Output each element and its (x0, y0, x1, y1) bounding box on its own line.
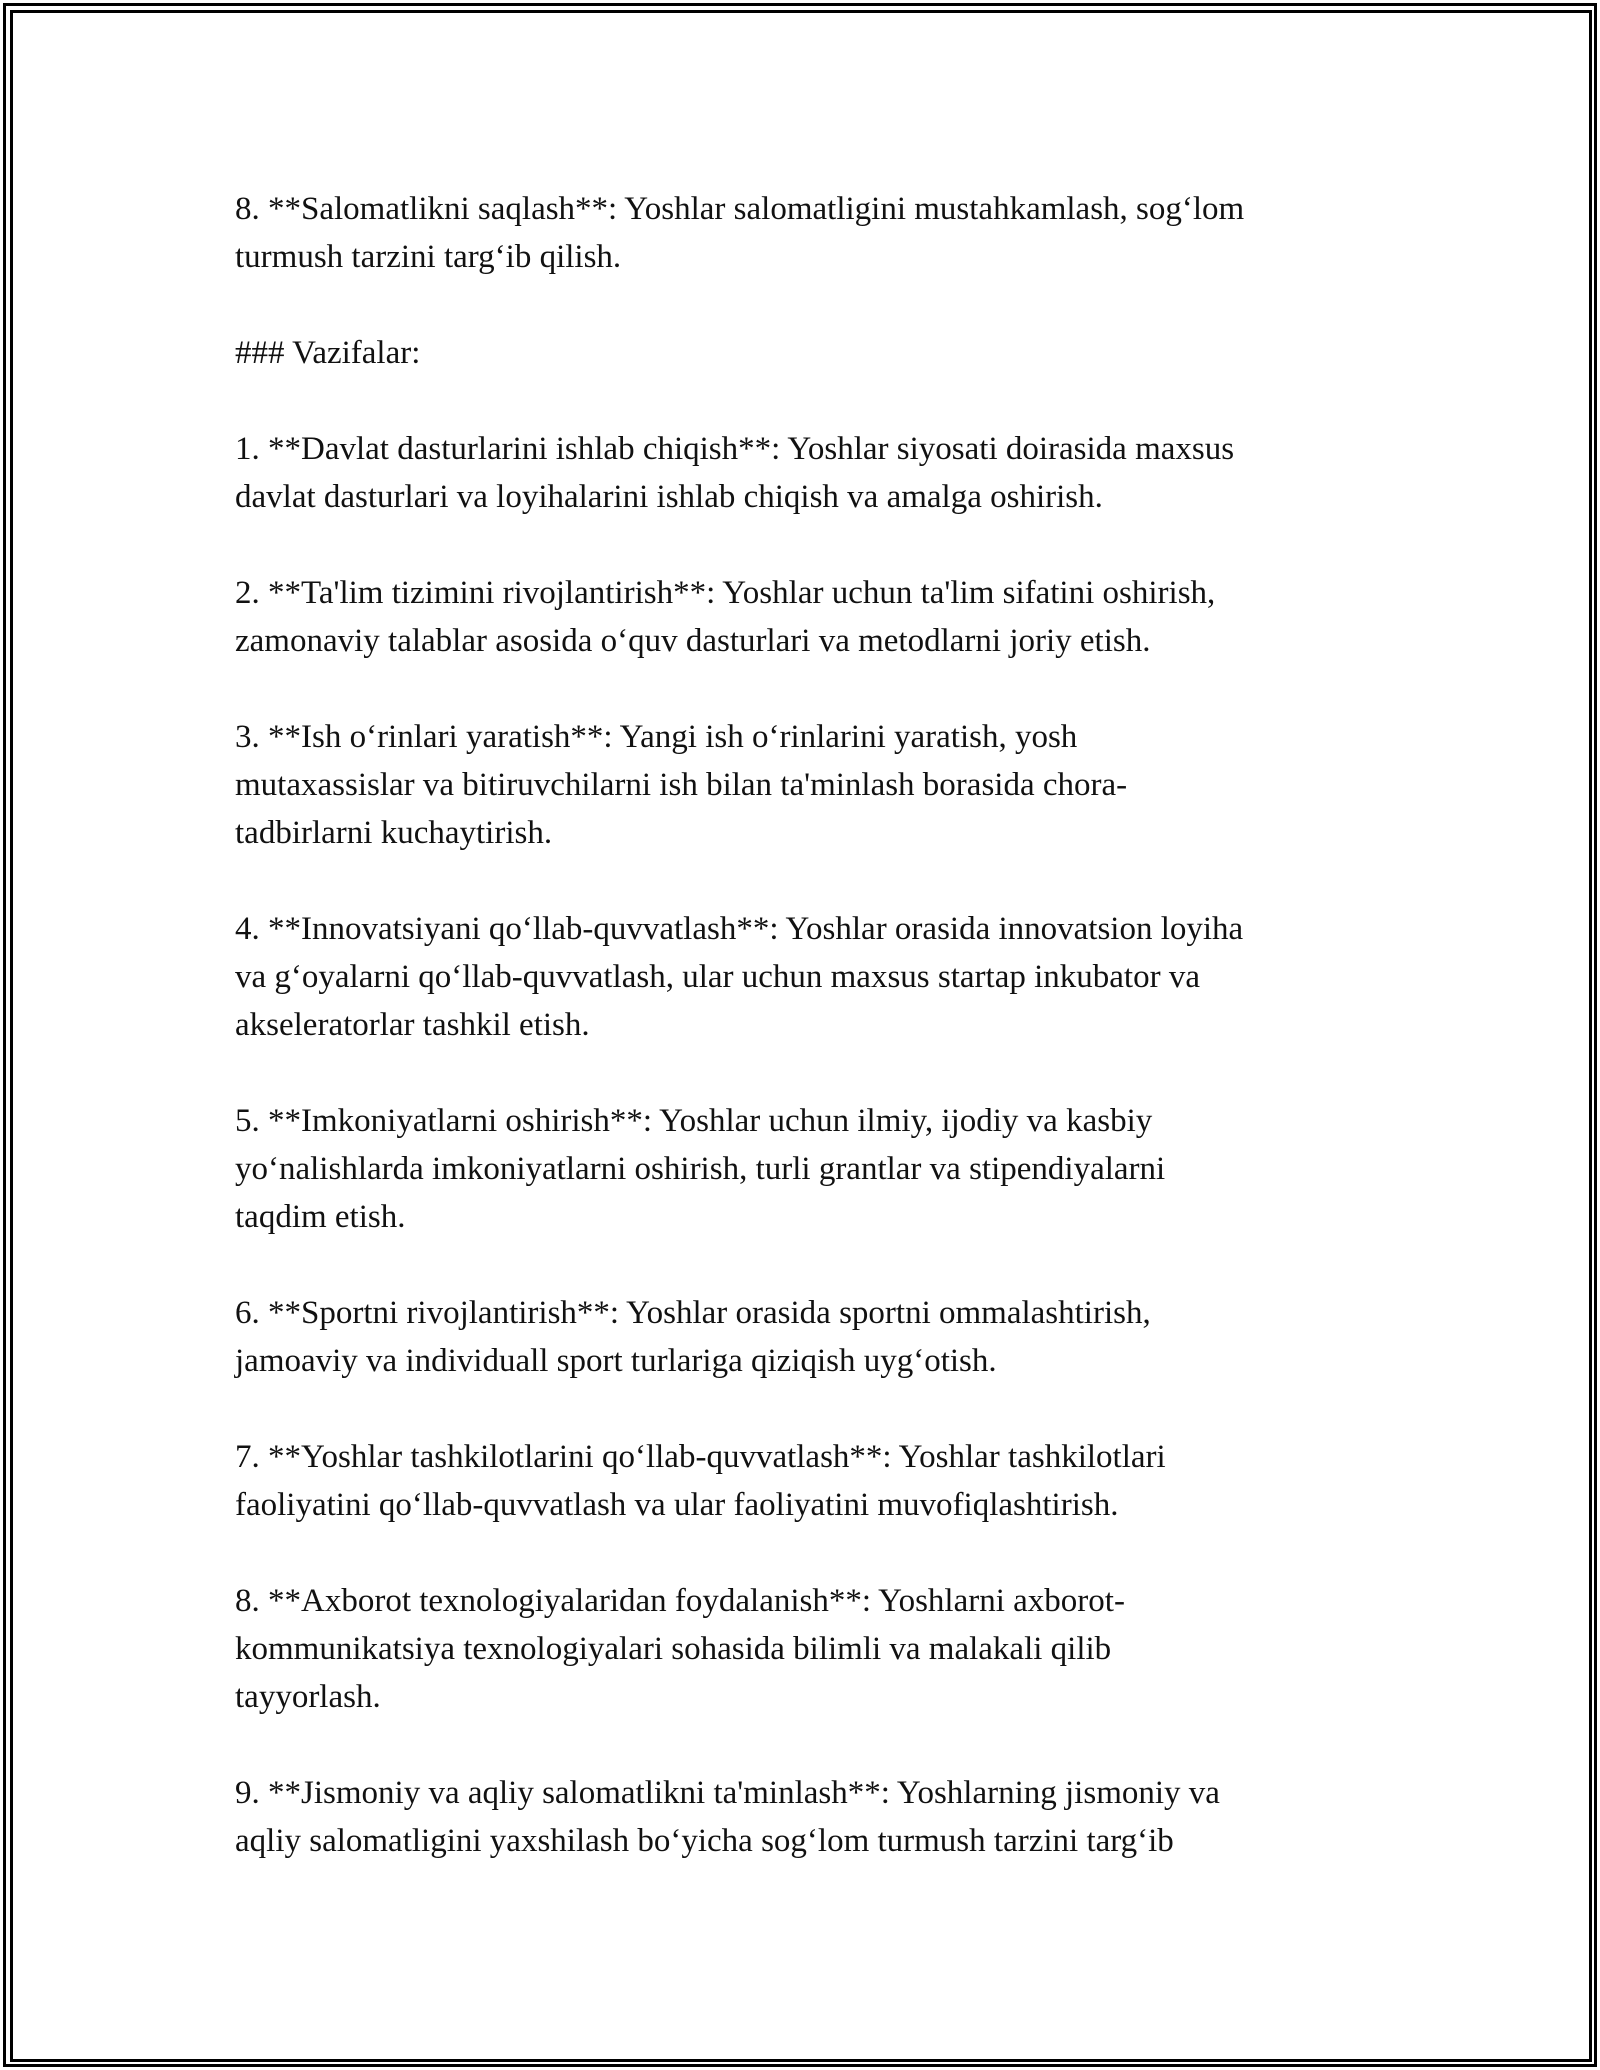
list-item-1: 1. **Davlat dasturlarini ishlab chiqish**: Yoshlar siyosati doirasida maxsus davlat dasturlari va loyihalarini ishlab chiqish va amalga oshirish. (235, 431, 1235, 515)
section-heading-vazifalar: ### Vazifalar: (235, 335, 421, 371)
list-item-4: 4. **Innovatsiyani qo‘llab-quvvatlash**: Yoshlar orasida innovatsion loyiha va g‘oyalarni qo‘llab-quvvatlash, ular uchun maxsus startap inkubator va akseleratorlar tashkil etish. (235, 911, 1244, 1043)
list-item-3: 3. **Ish o‘rinlari yaratish**: Yangi ish o‘rinlarini yaratish, yosh mutaxassislar va bitiruvchilarni ish bilan ta'minlash borasida chora- tadbirlarni kuchaytirish. (235, 719, 1128, 851)
document-body (235, 185, 1365, 1865)
list-item-5: 5. **Imkoniyatlarni oshirish**: Yoshlar uchun ilmiy, ijodiy va kasbiy yo‘nalishlarda imkoniyatlarni oshirish, turli grantlar va stipendiyalarni taqdim etish. (235, 1103, 1166, 1235)
list-item-9: 9. **Jismoniy va aqliy salomatlikni ta'minlash**: Yoshlarning jismoniy va aqliy salomatligini yaxshilash bo‘yicha sog‘lom turmush tarzini targ‘ib (235, 1775, 1220, 1859)
list-item-2: 2. **Ta'lim tizimini rivojlantirish**: Yoshlar uchun ta'lim sifatini oshirish, zamonaviy talablar asosida o‘quv dasturlari va metodlarni joriy etish. (235, 575, 1216, 659)
paragraph-salomatlikni-saqlash: 8. **Salomatlikni saqlash**: Yoshlar salomatligini mustahkamlash, sog‘lom turmush tarzini targ‘ib qilish. (235, 191, 1245, 275)
list-item-6: 6. **Sportni rivojlantirish**: Yoshlar orasida sportni ommalashtirish, jamoaviy va individuall sport turlariga qiziqish uyg‘otish. (235, 1295, 1151, 1379)
list-item-8: 8. **Axborot texnologiyalaridan foydalanish**: Yoshlarni axborot- kommunikatsiya texnologiyalari sohasida bilimli va malakali qilib tayyorlash. (235, 1583, 1125, 1715)
list-item-7: 7. **Yoshlar tashkilotlarini qo‘llab-quvvatlash**: Yoshlar tashkilotlari faoliyatini qo‘llab-quvvatlash va ular faoliyatini muvofiqlashtirish. (235, 1439, 1166, 1523)
